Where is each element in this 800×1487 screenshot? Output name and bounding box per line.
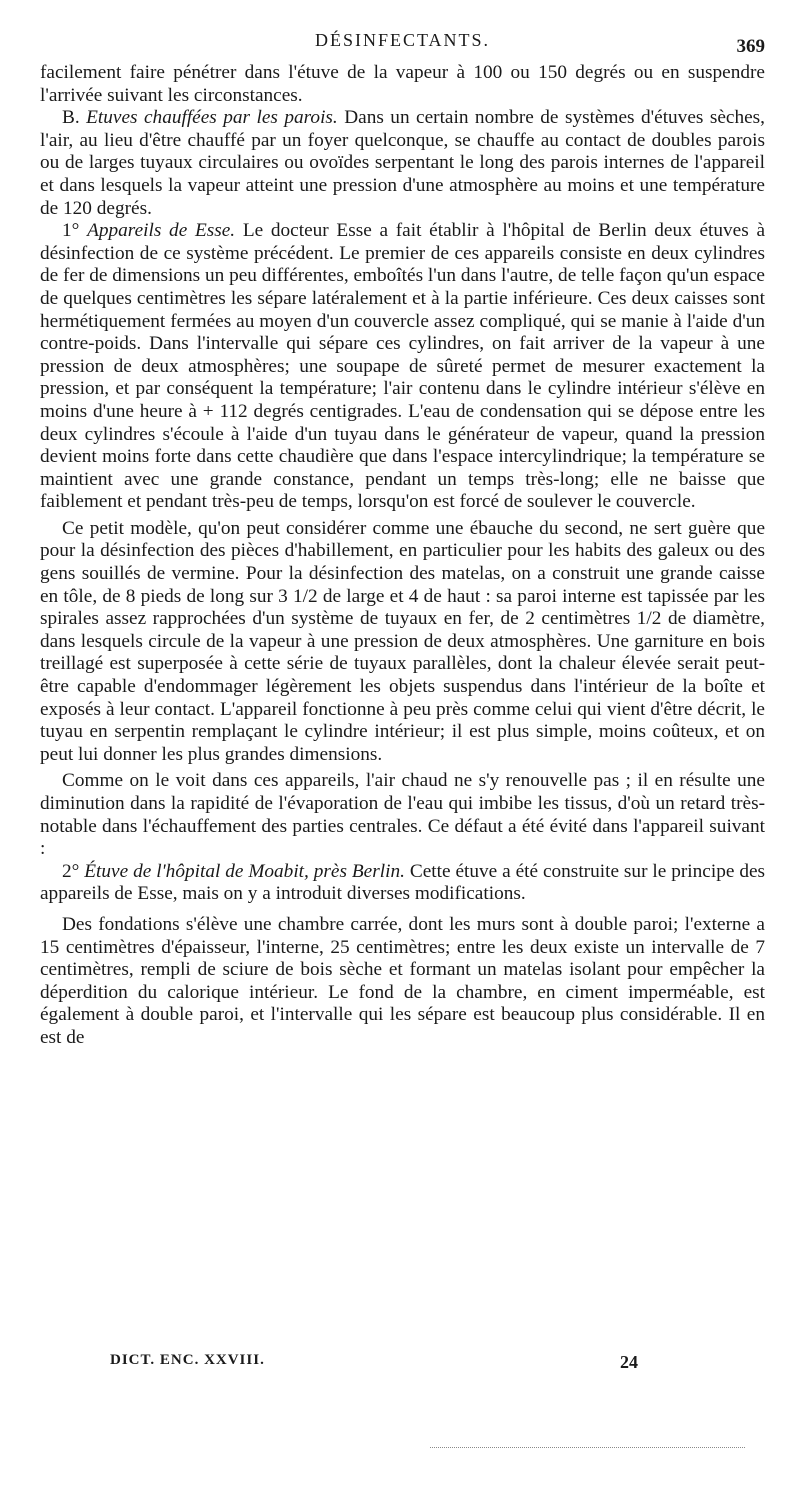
section-marker: B. (62, 107, 87, 129)
section-heading: Etuves chauffées par les parois. (86, 107, 338, 129)
paragraph-text: Le docteur Esse a fait établir à l'hôpital de Berlin deux étuves à désinfection de ce système précédent. Le premier de ces appareils consiste en deux cylindres de fer de dimensions un peu différentes, emboîtés l'un dans l'autre, de telle façon qu'un espace de quelques centimètres les sépare latéralement et à la partie inférieure. Ces deux caisses sont hermétiquement fermées au moyen d'un couvercle assez compliqué, qui se manie à l'aide d'un contre-poids. Dans l'intervalle qui sépare ces cylindres, on fait arriver de la vapeur à une pression de deux atmosphères; une soupape de sûreté permet de mesurer exactement la pression, et par conséquent la température; l'air contenu dans le cylindre intérieur s'élève en moins d'une heure à + 112 degrés centigrades. L'eau de condensation qui se dépose entre les deux cylindres s'écoule à l'aide d'un tuyau dans le générateur de vapeur, quand la pression devient moins forte dans cette chaudière que dans l'espace intercylindrique; la température se maintient avec une grande constance, pendant un temps très-long; elle ne baisse que faiblement et pendant très-peu de temps, lorsqu'on est forcé de soulever le couvercle. (40, 220, 766, 513)
paragraph-moabit (40, 861, 765, 906)
bottom-dotted-rule (430, 1447, 745, 1448)
section-heading: Appareils de Esse. (87, 220, 236, 242)
paragraph-section-b (40, 107, 765, 220)
paragraph-text: Comme on le voit dans ces appareils, l'air chaud ne s'y renouvelle pas ; il en résulte une diminution dans la rapidité de l'évaporation de l'eau qui imbibe les tissus, d'où un retard très-notable dans l'échauffement des parties centrales. Ce défaut a été évité dans l'appareil suivant : (40, 770, 765, 860)
paragraph-text: Cette étuve a été construite sur le principe des appareils de Esse, mais on y a introduit diverses modifications. (40, 860, 766, 905)
paragraph-petit-modele (40, 518, 765, 767)
sheet-number: 24 (620, 1352, 638, 1372)
section-heading: Étuve de l'hôpital de Moabit, près Berlin. (84, 860, 405, 882)
paragraph-continuation (40, 62, 765, 107)
paragraph-text: Dans un certain nombre de systèmes d'étuves sèches, l'air, au lieu d'être chauffé par un foyer quelconque, se chauffe au contact de doubles parois ou de larges tuyaux circulaires ou ovoïdes serpentant le long des parois internes de l'appareil et dans lesquels la vapeur atteint une pression d'une atmosphère au moins et une température de 120 degrés. (40, 107, 765, 219)
paragraph-text: Ce petit modèle, qu'on peut considérer comme une ébauche du second, ne sert guère que pour la désinfection des pièces d'habillement, en particulier pour les habits des galeux ou des gens souillés de vermine. Pour la désinfection des matelas, on a construit une grande caisse en tôle, de 8 pieds de long sur 3 1/2 de large et 4 de haut : sa paroi interne est tapissée par les spirales assez rapprochées d'un système de tuyaux en fer, de 2 centimètres 1/2 de diamètre, dans lesquels circule de la vapeur à une pression de deux atmosphères. Une garniture en bois treillagé est superposée à cette série de tuyaux parallèles, dont la chaleur élevée serait peut-être capable d'endommager légèrement les objets suspendus dans l'intérieur de la boîte et exposés à leur contact. L'appareil fonctionne à peu près comme celui qui vient d'être décrit, le tuyau en serpentin remplaçant le cylindre intérieur; il est plus simple, moins coûteux, et on peut lui donner les plus grandes dimensions. (40, 517, 765, 765)
section-marker: 2° (62, 860, 85, 882)
paragraph-text: facilement faire pénétrer dans l'étuve de la vapeur à 100 ou 150 degrés ou en suspendre l'arrivée suivant les circonstances. (40, 62, 765, 106)
paragraph-text: Des fondations s'élève une chambre carrée, dont les murs sont à double paroi; l'externe a 15 centimètres d'épaisseur, l'interne, 25 centimètres; entre les deux existe un intervalle de 7 centimètres, rempli de sciure de bois sèche et formant un matelas isolant pour empêcher la déperdition du calorique intérieur. Le fond de la chambre, en ciment imperméable, est également à double paroi, et l'intervalle qui les sépare est beaucoup plus considérable. Il en est de (40, 913, 765, 1048)
running-head (40, 26, 765, 56)
section-marker: 1° (62, 220, 88, 242)
running-title: DÉSINFECTANTS. (314, 30, 491, 50)
paragraph-fondations (40, 914, 765, 1050)
page-number: 369 (736, 36, 765, 57)
page-footer (40, 1350, 765, 1380)
body-text (40, 62, 765, 1050)
paragraph-comme-on-le-voit (40, 770, 765, 860)
signature-mark: DICT. ENC. XXVIII. (110, 1352, 265, 1368)
paragraph-appareils-esse (40, 220, 765, 514)
